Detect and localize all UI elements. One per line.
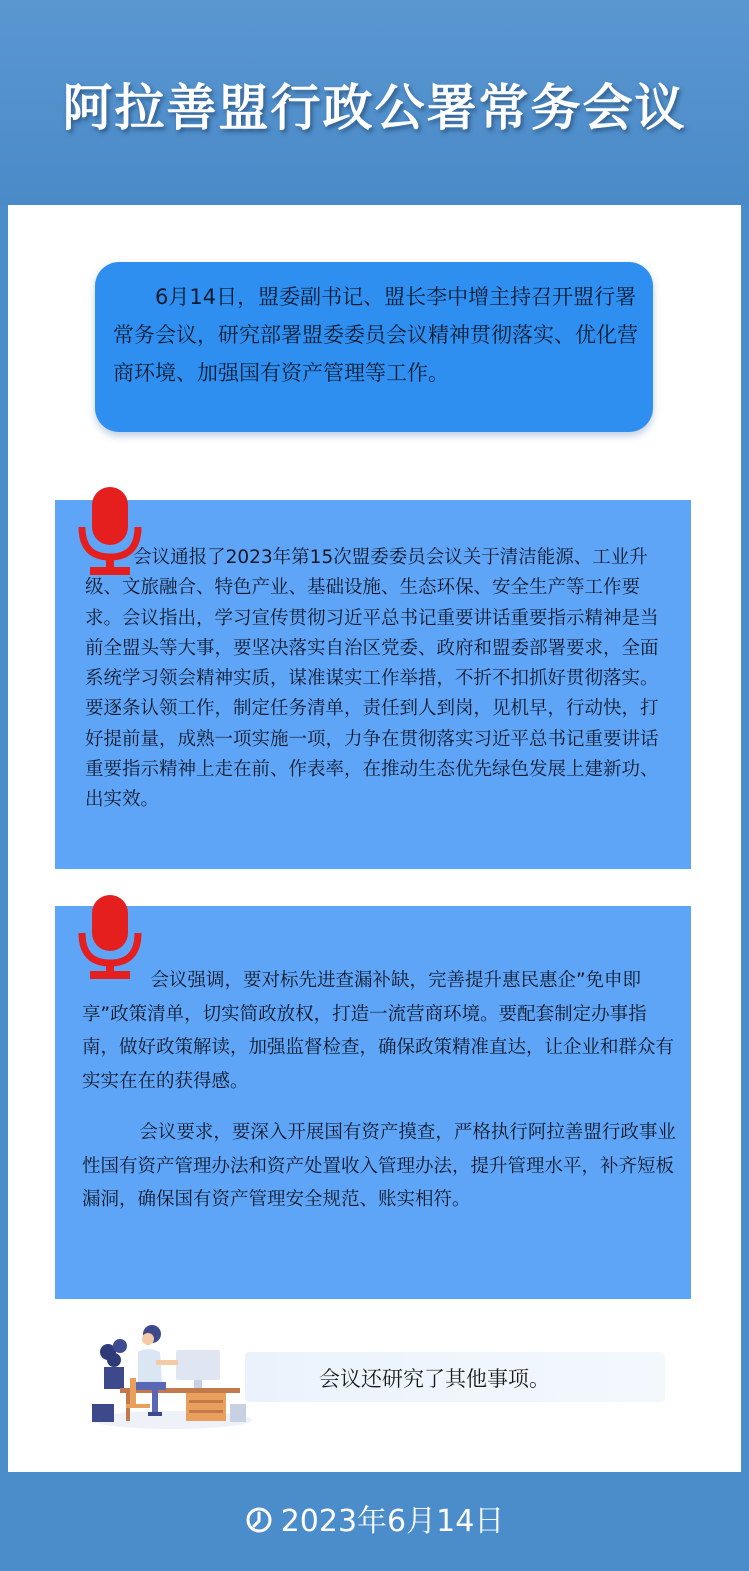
footer-bar <box>0 1472 749 1571</box>
intro-box <box>95 262 653 432</box>
note-bar <box>245 1352 665 1402</box>
microphone-icon <box>78 487 142 579</box>
section-1-text: 会议通报了2023年第15次盟委委员会议关于清洁能源、工业升级、文旅融合、特色产业、基础设施、生态环保、安全生产等工作要求。会议指出，学习宣传贯彻习近平总书记重要讲话重要指示精神是当前全盟头等大事，要坚决落实自治区党委、政府和盟委部署要求，全面系统学习领会精神实质，谋准谋实工作举措，不折不扣抓好贯彻落实。要逐条认领工作，制定任务清单，责任到人到岗，见机早，行动快，打好提前量，成熟一项实施一项，力争在贯彻落实习近平总书记重要讲话重要指示精神上走在前、作表率，在推动生态优先绿色发展上建新功、出实效。 <box>85 547 659 811</box>
microphone-icon <box>78 895 142 983</box>
section-meeting-emphasis <box>55 906 691 1299</box>
office-worker-illustration <box>90 1312 255 1430</box>
footer-date-line <box>0 1502 749 1542</box>
header-banner <box>0 0 749 205</box>
left-frame-border <box>0 0 8 1571</box>
section-2-paragraph-1: 会议强调，要对标先进查漏补缺，完善提升惠民惠企”免申即享”政策清单，切实简政放权，打造一流营商环境。要配套制定办事指南，做好政策解读，加强监督检查，确保政策精准直达，让企业和群众有实实在在的获得感。 <box>82 970 675 1092</box>
section-meeting-report <box>55 500 691 869</box>
clock-icon <box>245 1506 273 1534</box>
page-title: 阿拉善盟行政公署常务会议 <box>62 78 687 137</box>
intro-text: 6月14日，盟委副书记、盟长李中增主持召开盟行署常务会议，研究部署盟委委员会议精神贯彻落实、优化营商环境、加强国有资产管理等工作。 <box>113 285 638 385</box>
right-frame-border <box>741 0 749 1571</box>
section-2-paragraph-2: 会议要求，要深入开展国有资产摸查，严格执行阿拉善盟行政事业性国有资产管理办法和资产处置收入管理办法，提升管理水平，补齐短板漏洞，确保国有资产管理安全规范、账实相符。 <box>82 1122 676 1210</box>
note-text: 会议还研究了其他事项。 <box>319 1367 550 1391</box>
footer-date: 2023年6月14日 <box>280 1504 505 1539</box>
